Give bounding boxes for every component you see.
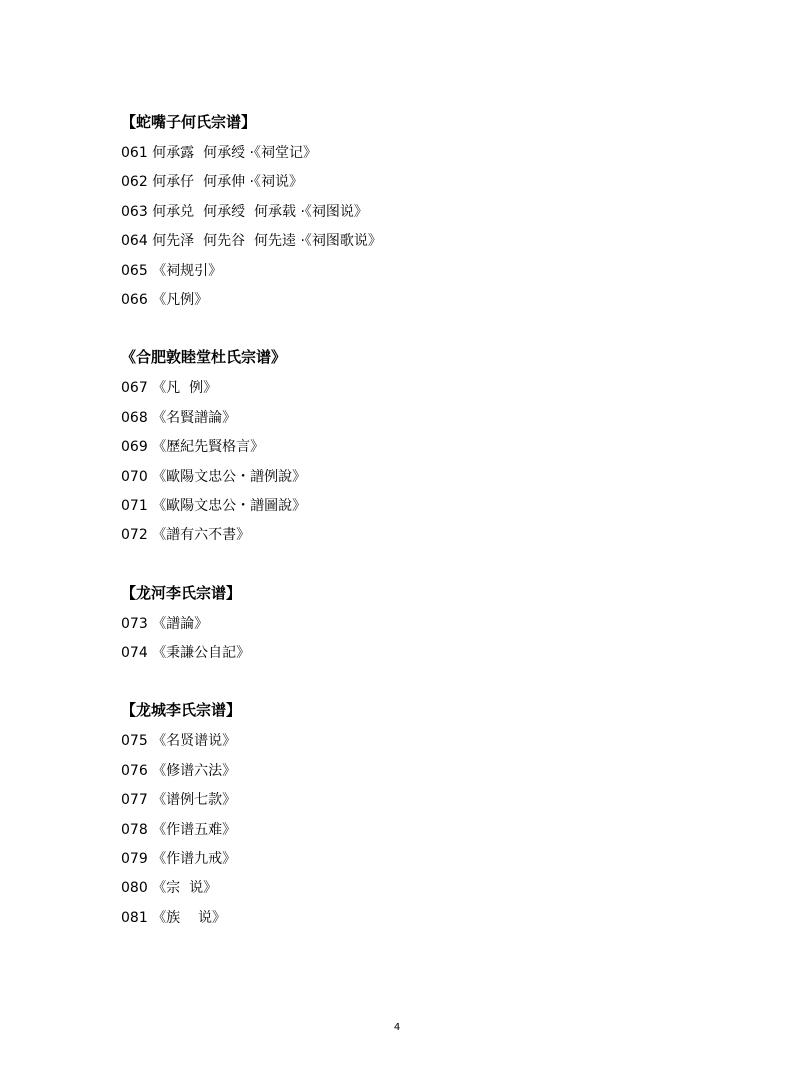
entry-title: 何承仔 何承伸 ·《祠说》 bbox=[152, 174, 303, 191]
entry-number: 062 bbox=[121, 174, 148, 191]
section-dushi bbox=[121, 345, 681, 550]
toc-content bbox=[121, 110, 681, 933]
entry-number: 079 bbox=[121, 851, 148, 868]
toc-entry bbox=[121, 139, 681, 168]
entry-title: 《譜有六不書》 bbox=[152, 527, 251, 544]
entry-title: 《谱例七款》 bbox=[152, 792, 237, 809]
entry-number: 076 bbox=[121, 762, 148, 779]
entry-title: 《歷紀先賢格言》 bbox=[152, 439, 265, 456]
entry-title: 《歐陽文忠公・譜例說》 bbox=[152, 468, 307, 485]
toc-entry bbox=[121, 521, 681, 550]
entry-title: 何承露 何承绶 ·《祠堂记》 bbox=[152, 145, 317, 161]
entry-number: 078 bbox=[121, 821, 148, 838]
entry-number: 081 bbox=[121, 909, 148, 926]
entry-title: 《譜論》 bbox=[152, 615, 209, 632]
entry-title: 《名賢譜論》 bbox=[152, 409, 237, 426]
entry-number: 077 bbox=[121, 792, 148, 809]
entry-title: 《作谱九戒》 bbox=[152, 851, 237, 868]
entry-number: 073 bbox=[121, 615, 148, 632]
section-heading: 【龙城李氏宗谱】 bbox=[121, 701, 242, 720]
toc-entry bbox=[121, 874, 681, 903]
entry-title: 《名贤谱说》 bbox=[152, 733, 237, 750]
section-heading: 《合肥敦睦堂杜氏宗谱》 bbox=[121, 348, 287, 367]
entry-number: 080 bbox=[121, 880, 148, 897]
entry-number: 063 bbox=[121, 203, 148, 220]
entry-number: 072 bbox=[121, 527, 148, 544]
toc-entry bbox=[121, 757, 681, 786]
toc-entry bbox=[121, 374, 681, 403]
entry-title: 《凡例》 bbox=[152, 291, 209, 308]
entry-title: 《修谱六法》 bbox=[152, 762, 237, 779]
toc-entry bbox=[121, 639, 681, 668]
toc-entry bbox=[121, 904, 681, 933]
toc-entry bbox=[121, 286, 681, 315]
toc-entry bbox=[121, 786, 681, 815]
toc-entry bbox=[121, 404, 681, 433]
entry-title: 《宗 说》 bbox=[152, 880, 218, 897]
entry-title: 《凡 例》 bbox=[152, 380, 218, 397]
entry-number: 069 bbox=[121, 439, 148, 456]
entry-number: 070 bbox=[121, 468, 148, 485]
section-heshi bbox=[121, 110, 681, 315]
section-heading: 【龙河李氏宗谱】 bbox=[121, 583, 242, 602]
entry-number: 068 bbox=[121, 409, 148, 426]
toc-entry bbox=[121, 816, 681, 845]
entry-title: 何先泽 何先谷 何先逵 ·《祠图歌说》 bbox=[152, 233, 382, 250]
toc-entry bbox=[121, 198, 681, 227]
section-longcheng-lishi bbox=[121, 698, 681, 933]
toc-entry bbox=[121, 433, 681, 462]
entry-number: 065 bbox=[121, 262, 148, 279]
entry-title: 《歐陽文忠公・譜圖說》 bbox=[152, 497, 307, 514]
toc-entry bbox=[121, 463, 681, 492]
entry-number: 066 bbox=[121, 291, 148, 308]
entry-number: 061 bbox=[121, 145, 148, 161]
toc-entry bbox=[121, 227, 681, 256]
toc-entry bbox=[121, 492, 681, 521]
toc-entry bbox=[121, 257, 681, 286]
entry-title: 《作谱五难》 bbox=[152, 821, 237, 838]
entry-title: 《族 说》 bbox=[152, 909, 226, 926]
toc-entry bbox=[121, 727, 681, 756]
section-heading: 【蛇嘴子何氏宗谱】 bbox=[121, 113, 257, 131]
entry-number: 075 bbox=[121, 733, 148, 750]
page-number: 4 bbox=[393, 1022, 401, 1033]
entry-number: 064 bbox=[121, 233, 148, 250]
toc-entry bbox=[121, 845, 681, 874]
entry-title: 《秉謙公自記》 bbox=[152, 645, 251, 662]
entry-title: 何承兑 何承绶 何承载 ·《祠图说》 bbox=[152, 203, 368, 220]
toc-entry bbox=[121, 610, 681, 639]
entry-number: 074 bbox=[121, 645, 148, 662]
entry-number: 071 bbox=[121, 497, 148, 514]
toc-entry bbox=[121, 168, 681, 197]
entry-number: 067 bbox=[121, 380, 148, 397]
entry-title: 《祠规引》 bbox=[152, 262, 223, 279]
section-longhe-lishi bbox=[121, 581, 681, 669]
